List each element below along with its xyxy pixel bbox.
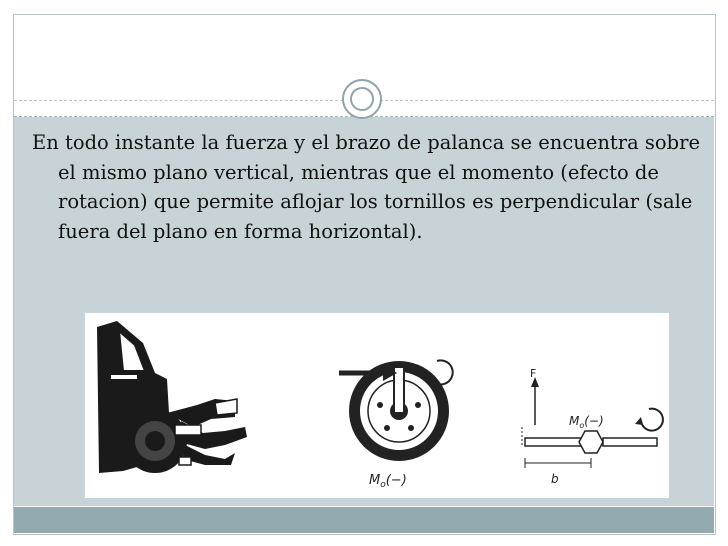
lever-diagram — [522, 367, 663, 486]
illustration-svg — [85, 313, 669, 498]
arm-length-label: b — [551, 472, 559, 486]
wheel-moment-label: $M_o(-)$ — [369, 473, 407, 490]
circle-ornament-inner — [350, 87, 374, 111]
force-label: F — [530, 367, 537, 380]
circle-ornament-icon — [342, 79, 382, 119]
wheel-figure — [339, 360, 453, 490]
body-paragraph: En todo instante la fuerza y el brazo de palanca se encuentra sobre el mismo plano vertical, mientras que el momento (efecto de rotacion) que permite aflojar los tornillos es perpendicular (sale fuera del plano en forma horizontal). — [32, 131, 701, 243]
car-figure — [97, 321, 247, 473]
lever-moment-label: $M_o(-)$ — [569, 414, 604, 430]
illustration — [85, 313, 669, 498]
